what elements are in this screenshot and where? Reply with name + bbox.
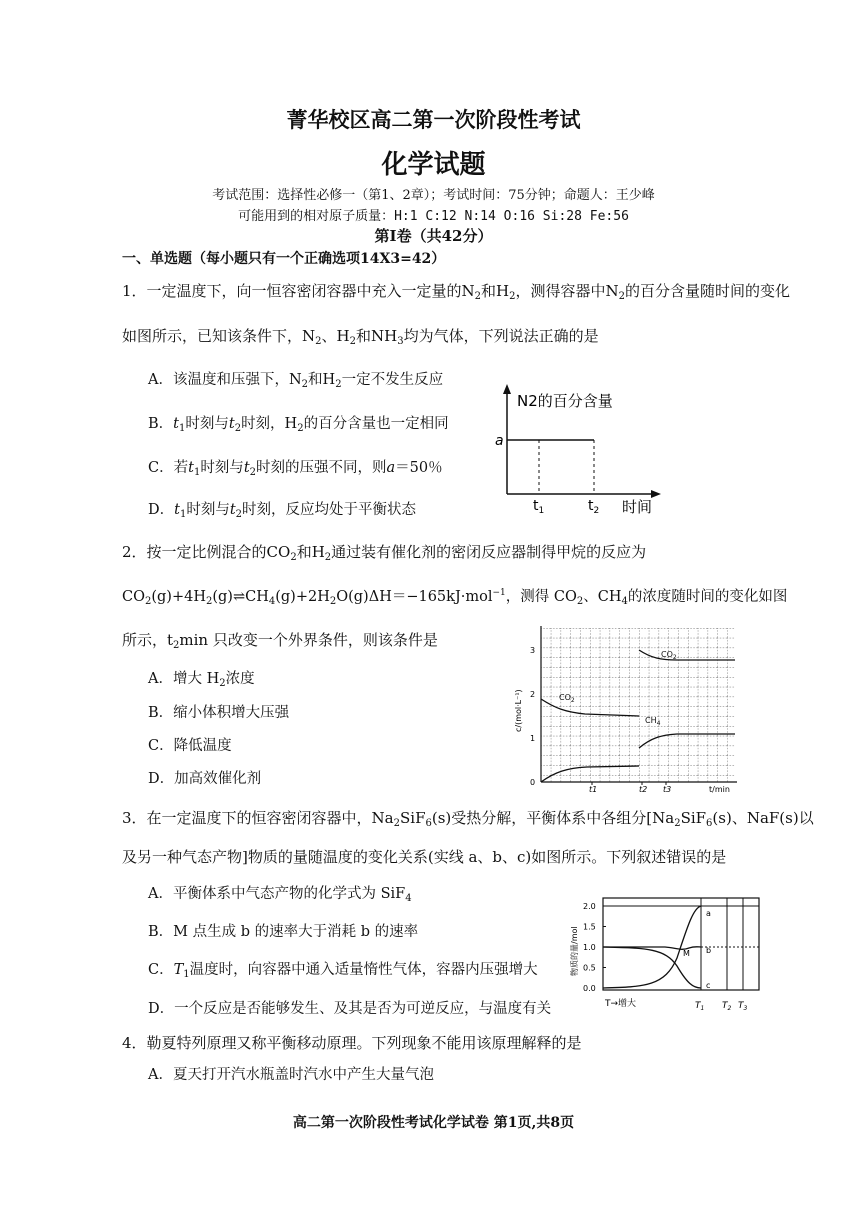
q1-x-tick-t2: $t_2$ [588,498,600,516]
q2-x-tick: t2 [639,785,648,794]
q1-x-tick-t1: $t_1$ [533,498,545,516]
q3-label-a: a [706,909,711,918]
q1-chart-title: N2的百分含量 [517,392,613,410]
q3-x-tick-t1: $T_1$ [695,1001,705,1012]
q3-chart [565,888,765,1020]
q3-stem-line2: 及另一种气态产物]物质的量随温度的变化关系(实线 a、b、c)如图所示。下列叙述错误的是 [122,848,727,866]
q1-stem-line1: 1．一定温度下，向一恒容密闭容器中充入一定量的$N_2$和$H_2$，测得容器中$N_2$的百分含量随时间的变化 [122,282,791,302]
school-title: 菁华校区高二第一次阶段性考试 [286,107,581,132]
q2-grid [541,628,735,782]
q1-option-a[interactable]: A．该温度和压强下，$N_2$和$H_2$一定不发生反应 [148,372,444,390]
q2-x-label: t/min [709,785,730,794]
page-footer: 高二第一次阶段性考试化学试卷 第1页,共8页 [292,1115,575,1131]
q2-x-tick: t1 [589,785,598,794]
q2-equation-line: $CO_2(g)+4H_2(g)\rightleftharpoons CH_4(g)+2H_2O(g)\Delta H=-165kJ\cdot mol^{-1}$，测得 $CO_2$、$CH_4$的浓度随时间的变化如图 [122,588,788,607]
q3-label-b: b [706,946,712,955]
q3-y-label: 物质的量/mol [570,926,579,976]
q4-stem: 4．勒夏特列原理又称平衡移动原理。下列现象不能用该原理解释的是 [122,1034,582,1052]
q1-option-b[interactable]: B．$t_1$时刻与$t_2$时刻，$H_2$的百分含量也一定相同 [148,416,449,434]
section-title: 一、单选题（每小题只有一个正确选项14X3=42） [122,251,446,267]
q2-y-label: c/(mol·L⁻¹) [514,689,523,732]
q3-y-tick: 1.0 [583,943,596,952]
q2-option-b[interactable]: B．缩小体积增大压强 [148,705,290,721]
q3-y-tick: 0.5 [583,963,596,973]
q3-x-label: T→增大 [605,999,637,1009]
q3-label-m: M [683,949,690,958]
q2-co2-label-top: $CO_2$ [661,650,677,661]
q3-y-tick: 1.5 [583,922,596,932]
q1-x-label: 时间 [622,498,653,516]
q3-x-tick-t2: $T_2$ [722,1001,732,1012]
q3-option-c[interactable]: C．$T_1$温度时，向容器中通入适量惰性气体，容器内压强增大 [148,962,538,980]
q1-chart [490,382,670,518]
q2-y-tick: 3 [530,646,536,655]
q2-y-tick: 1 [530,734,536,743]
q3-option-a[interactable]: A．平衡体系中气态产物的化学式为 SiF$_4$ [148,886,412,904]
q2-co2-label-left: $CO_2$ [559,693,575,704]
atomic-masses: 可能用到的相对原子质量：H:1 C:12 N:14 O:16 Si:28 Fe:56 [238,209,629,224]
q1-y-tick-a: a [495,433,504,449]
q2-chart [505,622,745,794]
volume-title: 第Ⅰ卷（共42分） [374,227,493,245]
q2-stem-line3: 所示，$t_2\min$ 只改变一个外界条件，则该条件是 [122,631,438,651]
q3-option-b[interactable]: B．M 点生成 b 的速率大于消耗 b 的速率 [148,924,419,940]
q2-x-tick: t3 [663,785,672,794]
q3-option-d[interactable]: D．一个反应是否能够发生、及其是否为可逆反应，与温度有关 [148,1001,552,1017]
q2-option-a[interactable]: A．增大 $H_2$浓度 [148,671,255,689]
q3-stem-line1: 3．在一定温度下的恒容密闭容器中，$Na_2SiF_6(s)$受热分解，平衡体系中各组分[$Na_2SiF_6(s)$、NaF(s)以 [122,809,814,829]
subject-title: 化学试题 [381,150,486,180]
q3-y-tick: 2.0 [583,902,596,911]
q4-option-a[interactable]: A．夏天打开汽水瓶盖时汽水中产生大量气泡 [148,1067,434,1083]
exam-info: 考试范围：选择性必修一（第1、2章）；考试时间：75分钟；命题人：王少峰 [212,188,655,203]
q2-y-tick: 0 [530,778,536,787]
q2-y-tick: 2 [530,690,536,699]
q1-option-c[interactable]: C．若$t_1$时刻与$t_2$时刻的压强不同，则a＝50％ [148,460,443,478]
q2-ch4-label: $CH_4$ [645,716,661,727]
q2-option-c[interactable]: C．降低温度 [148,738,232,754]
q2-stem-line1: 2．按一定比例混合的$CO_2$和$H_2$通过装有催化剂的密闭反应器制得甲烷的反应为 [122,543,647,563]
q1-stem-line2: 如图所示，已知该条件下，$N_2$、$H_2$和$NH_3$均为气体，下列说法正确的是 [122,327,599,347]
q1-x-arrow [651,490,661,498]
q1-option-d[interactable]: D．$t_1$时刻与$t_2$时刻，反应均处于平衡状态 [148,502,417,520]
q3-y-tick: 0.0 [583,984,596,993]
q3-label-c: c [706,981,711,990]
q3-x-tick-t3: $T_3$ [738,1001,748,1012]
q1-y-arrow [503,384,511,394]
q2-option-d[interactable]: D．加高效催化剂 [148,771,262,787]
